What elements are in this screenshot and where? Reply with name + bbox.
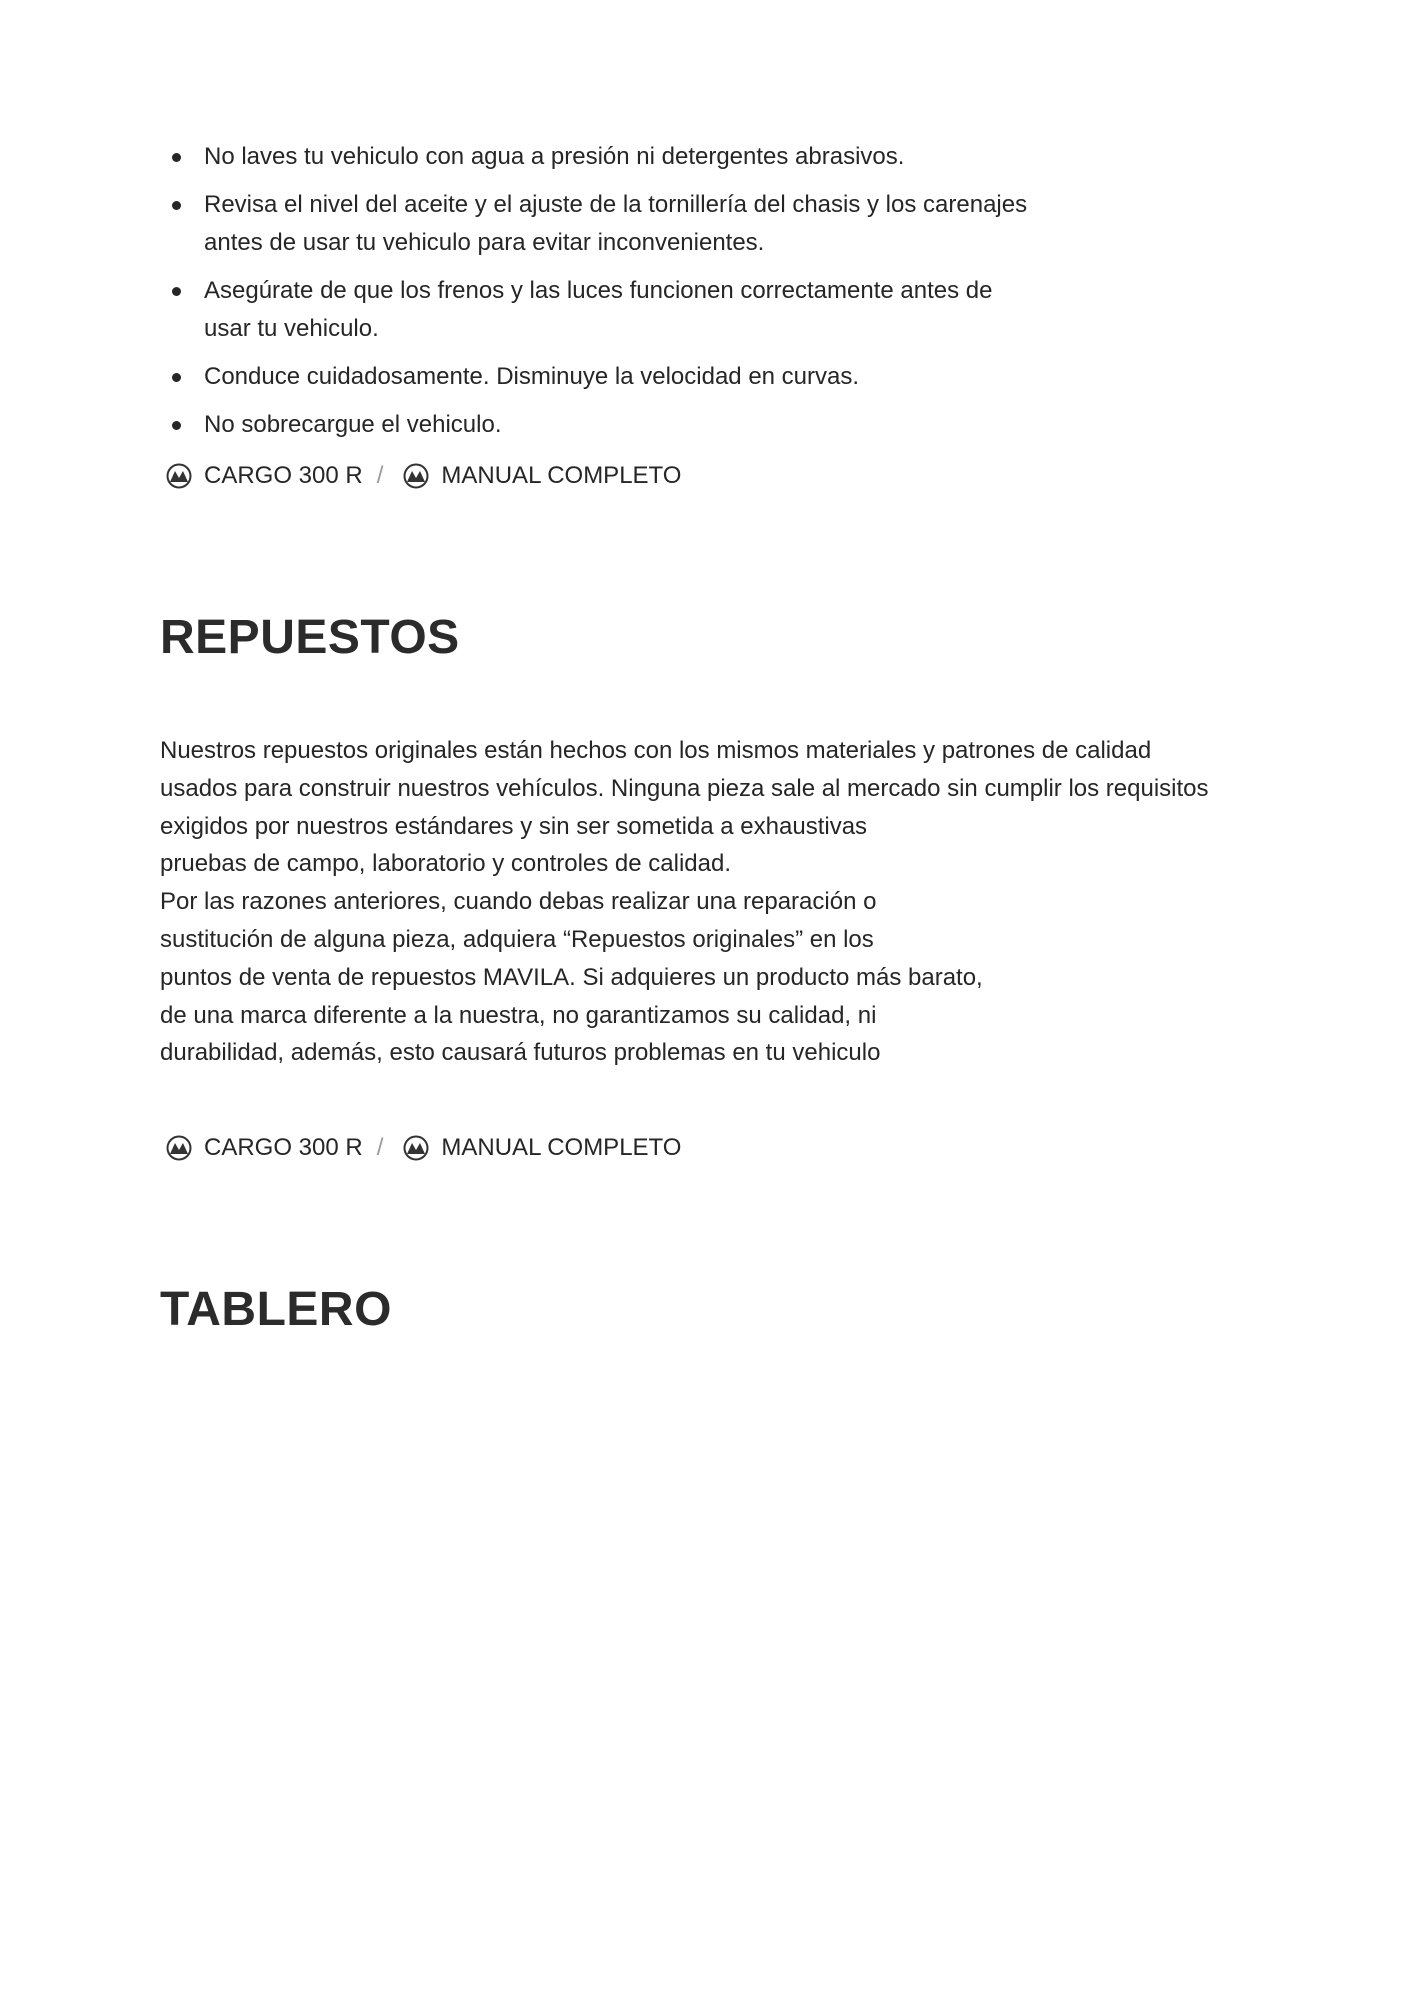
- breadcrumb-cargo-link[interactable]: CARGO 300 R: [204, 462, 363, 489]
- breadcrumb: [166, 458, 681, 494]
- bullet-icon: [172, 373, 181, 382]
- breadcrumb-separator: /: [376, 462, 384, 489]
- section-title-repuestos: REPUESTOS: [160, 611, 460, 664]
- bullet-icon: [172, 153, 181, 162]
- section-title-tablero: TABLERO: [160, 1283, 392, 1336]
- maintenance-tips-list: [168, 138, 1128, 454]
- list-item: No sobrecargue el vehiculo.: [168, 406, 1128, 444]
- bullet-icon: [172, 421, 181, 430]
- brand-logo-icon: [166, 1135, 192, 1161]
- list-item: No laves tu vehiculo con agua a presión ni detergentes abrasivos.: [168, 138, 1128, 176]
- bullet-icon: [172, 287, 181, 296]
- list-item: Asegúrate de que los frenos y las luces funcionen correctamente antes de usar tu vehiculo.: [168, 272, 1044, 348]
- breadcrumb-cargo-link[interactable]: CARGO 300 R: [204, 1134, 363, 1161]
- bullet-icon: [172, 201, 181, 210]
- brand-logo-icon: [166, 463, 192, 489]
- breadcrumb-separator: /: [376, 1134, 384, 1161]
- brand-logo-icon: [403, 463, 429, 489]
- brand-logo-icon: [403, 1135, 429, 1161]
- breadcrumb-manual-link[interactable]: MANUAL COMPLETO: [441, 462, 682, 489]
- repuestos-paragraph: Nuestros repuestos originales están hechos con los mismos materiales y patrones de calidad usados para construir nuestros vehículos. Ninguna pieza sale al mercado sin cumplir los requisitos exigidos por nuestros estándares y sin ser sometida a exhaustivas pruebas de campo, laboratorio y controles de calidad. Por las razones anteriores, cuando debas realizar una reparación o sustitución de alguna pieza, adquiera “Repuestos originales” en los puntos de venta de repuestos MAVILA. Si adquieres un producto más barato, de una marca diferente a la nuestra, no garantizamos su calidad, ni durabilidad, además, esto causará futuros problemas en tu vehiculo: [160, 737, 1209, 1067]
- list-item: Revisa el nivel del aceite y el ajuste de la tornillería del chasis y los carenajes antes de usar tu vehiculo para evitar inconvenientes.: [168, 186, 1044, 262]
- breadcrumb-manual-link[interactable]: MANUAL COMPLETO: [441, 1134, 682, 1161]
- breadcrumb: [166, 1130, 681, 1166]
- list-item: Conduce cuidadosamente. Disminuye la velocidad en curvas.: [168, 358, 1128, 396]
